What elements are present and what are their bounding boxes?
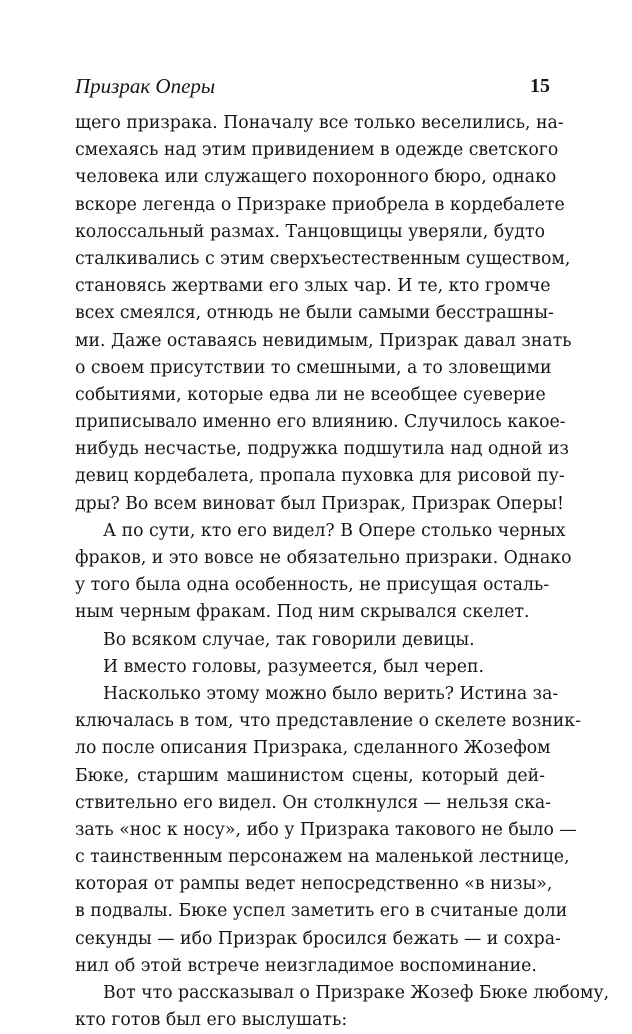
text-line: кто готов был его выслушать: [75,1010,348,1031]
text-line: нибудь несчастье, подружка подшутила над одной из [75,439,569,460]
text-line: Бюке, старшим машинистом сцены, который дей- [75,765,545,786]
text-line: ло после описания Призрака, сделанного Жозефом [75,738,551,759]
text-line: Насколько этому можно было верить? Истина за- [103,683,559,704]
text-line: зать «нос к носу», ибо у Призрака такового не было — [75,819,577,840]
text-line: смехаясь над этим привидением в одежде светского [75,140,559,161]
body-text [75,110,610,1034]
text-line: всех смеялся, отнюдь не были самыми бесстрашны- [75,303,554,324]
text-line: у того была одна особенность, не присущая осталь- [75,575,550,596]
text-line: Во всяком случае, так говорили девицы. [103,629,475,650]
running-title: Призрак Оперы [75,74,216,98]
text-line: дры? Во всем виноват был Призрак, Призрак Оперы! [75,493,564,514]
text-line: которая от рампы ведет непосредственно «в низы», [75,874,553,895]
text-line: ключалась в том, что представление о скелете возник- [75,711,581,732]
text-line: сталкивались с этим сверхъестественным существом, [75,248,571,269]
text-line: А по сути, кто его видел? В Опере столько черных [103,520,566,541]
text-line: событиями, которые едва ли не всеобщее суеверие [75,384,546,405]
text-line: колоссальный размах. Танцовщицы уверяли, будто [75,221,545,242]
text-line: нил об этой встрече неизгладимое воспоминание. [75,955,537,976]
text-line: Вот что рассказывал о Призраке Жозеф Бюке любому, [103,983,610,1003]
text-line: о своем присутствии то смешными, а то зловещими [75,357,552,378]
text-line: щего призрака. Поначалу все только веселились, на- [75,113,564,133]
text-line: девиц кордебалета, пропала пуховка для рисовой пу- [75,466,565,487]
text-line: приписывало именно его влиянию. Случилось какое- [75,412,566,433]
text-line: в подвалы. Бюке успел заметить его в считаные доли [75,901,568,922]
text-line: с таинственным персонажем на маленькой лестнице, [75,847,570,868]
text-line: человека или служащего похоронного бюро, однако [75,167,557,188]
text-line: вскоре легенда о Призраке приобрела в кордебалете [75,194,565,215]
text-line: фраков, и это вовсе не обязательно призраки. Однако [75,548,572,568]
page-header [75,71,550,101]
text-line: становясь жертвами его злых чар. И те, кто громче [75,276,551,297]
text-line: ствительно его видел. Он столкнулся — нельзя ска- [75,792,552,813]
text-line: И вместо головы, разумеется, был череп. [103,656,484,677]
page-number: 15 [530,75,550,97]
text-line: ми. Даже оставаясь невидимым, Призрак давал знать [75,330,572,351]
text-line: секунды — ибо Призрак бросился бежать — и сохра- [75,928,561,949]
text-line: ным черным фракам. Под ним скрывался скелет. [75,602,530,623]
